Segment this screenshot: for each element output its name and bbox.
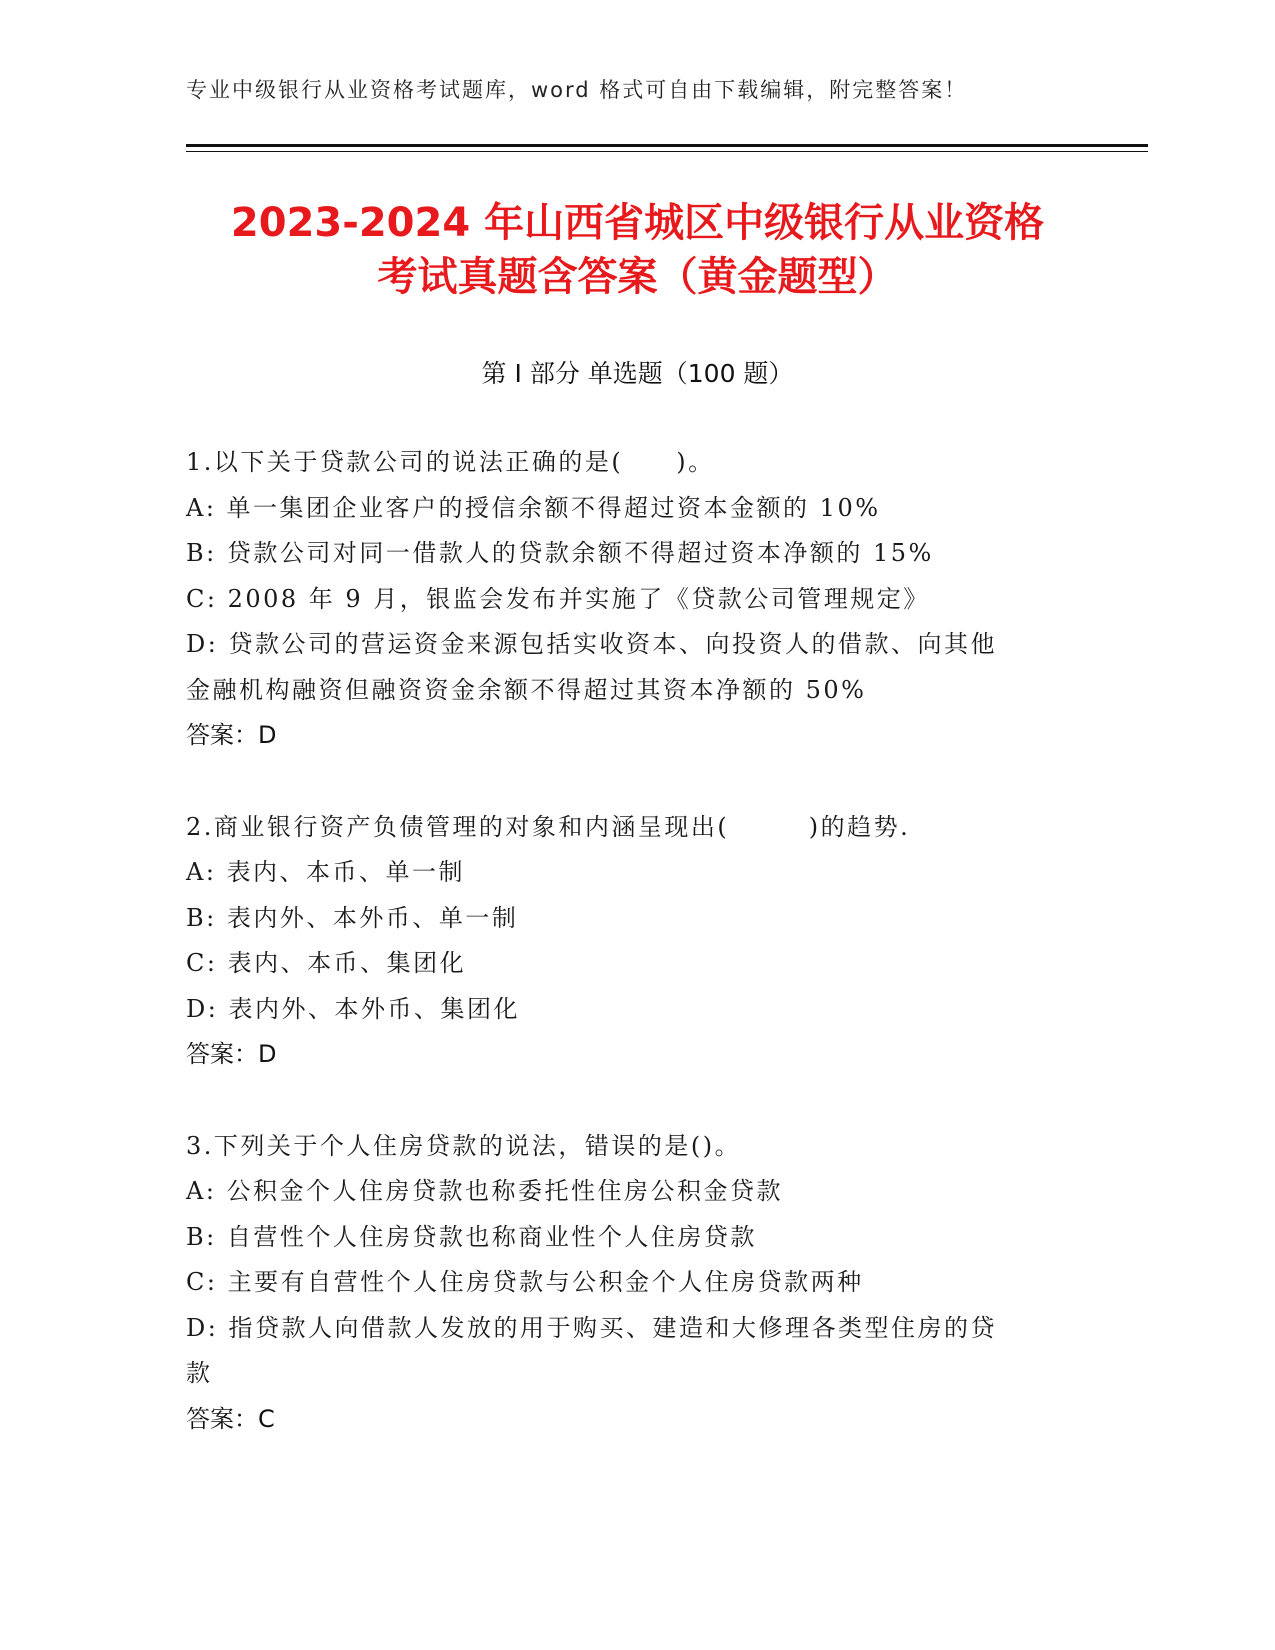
option-a: A: 公积金个人住房贷款也称委托性住房公积金贷款 (186, 1177, 784, 1205)
answer: 答案：D (186, 1040, 277, 1068)
option-d-continued: 金融机构融资但融资资金余额不得超过其资本净额的 50% (186, 675, 867, 704)
option-a: A: 单一集团企业客户的授信余额不得超过资本金额的 10% (186, 493, 881, 522)
option-b: B: 贷款公司对同一借款人的贷款余额不得超过资本净额的 15% (186, 539, 934, 567)
option-a: A: 表内、本币、单一制 (186, 858, 466, 886)
header-rule-thin (186, 151, 1148, 152)
option-c: C: 主要有自营性个人住房贷款与公积金个人住房贷款两种 (186, 1268, 864, 1296)
option-d: D: 贷款公司的营运资金来源包括实收资本、向投资人的借款、向其他 (186, 630, 997, 658)
section-title: 第 I 部分 单选题（100 题） (481, 359, 794, 388)
document-title (120, 196, 1155, 304)
question-list (186, 440, 1066, 1488)
question-stem: 1.以下关于贷款公司的说法正确的是( )。 (186, 448, 715, 476)
document-title-line-1: 2023-2024 年山西省城区中级银行从业资格 (230, 200, 1045, 246)
document-title-line-2: 考试真题含答案（黄金题型） (377, 254, 898, 300)
option-d: D: 表内外、本外币、集团化 (186, 994, 520, 1023)
question-2 (186, 805, 1066, 1078)
option-c: C: 2008 年 9 月，银监会发布并实施了《贷款公司管理规定》 (186, 584, 930, 613)
answer: 答案：D (186, 721, 277, 749)
question-1 (186, 440, 1066, 759)
option-d-continued: 款 (186, 1359, 213, 1387)
answer: 答案：C (186, 1404, 275, 1433)
question-stem: 2.商业银行资产负债管理的对象和内涵呈现出( )的趋势. (186, 812, 911, 841)
question-stem: 3.下列关于个人住房贷款的说法，错误的是()。 (186, 1131, 742, 1160)
header-note: 专业中级银行从业资格考试题库，word 格式可自由下载编辑，附完整答案！ (186, 78, 968, 102)
question-3 (186, 1124, 1066, 1443)
option-b: B: 表内外、本外币、单一制 (186, 903, 519, 932)
option-d: D: 指贷款人向借款人发放的用于购买、建造和大修理各类型住房的贷 (186, 1313, 997, 1342)
option-c: C: 表内、本币、集团化 (186, 949, 467, 977)
option-b: B: 自营性个人住房贷款也称商业性个人住房贷款 (186, 1222, 757, 1251)
header-rule-thick (186, 144, 1148, 147)
